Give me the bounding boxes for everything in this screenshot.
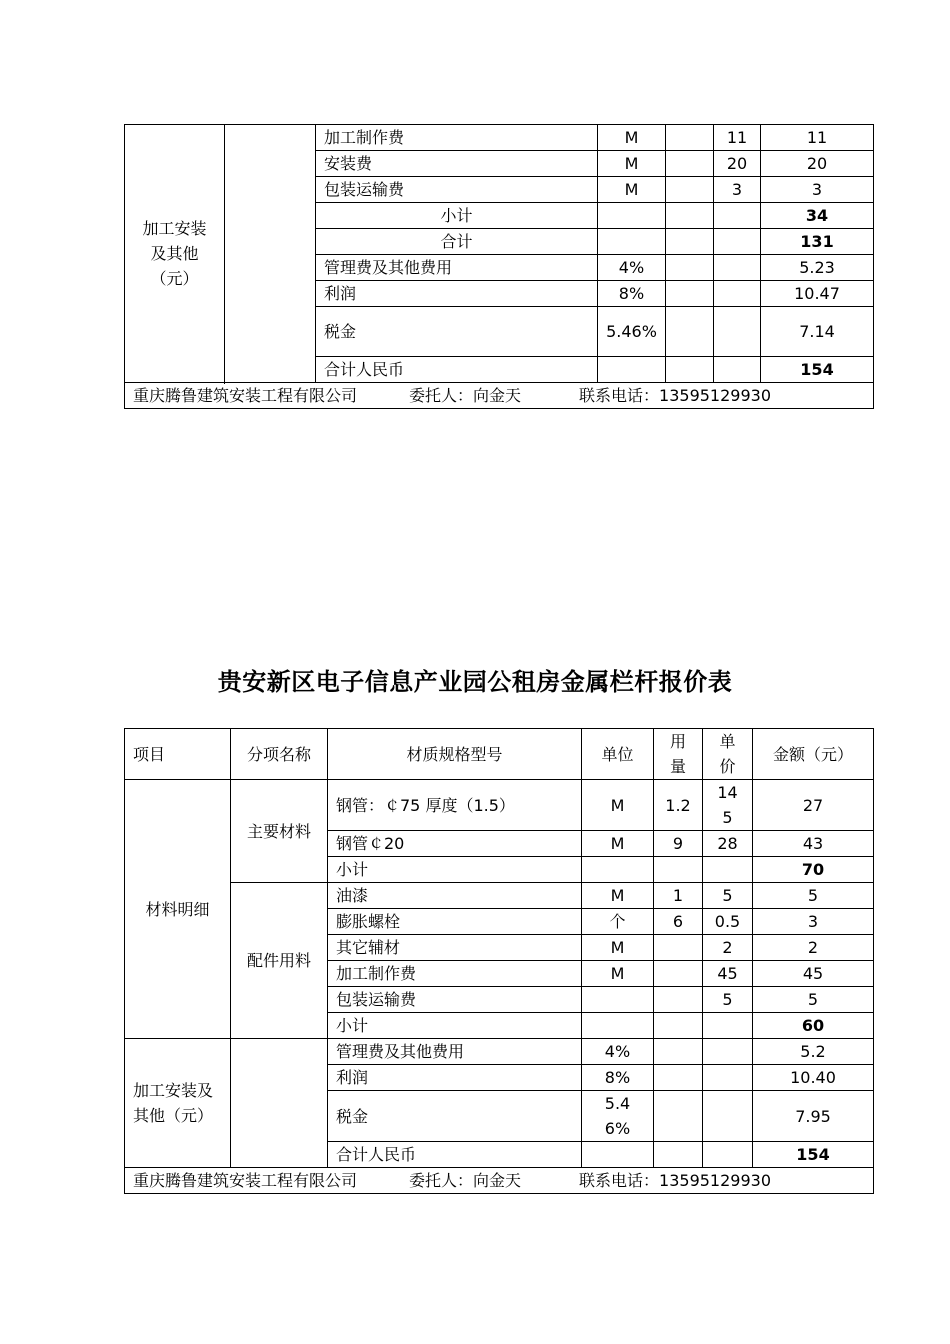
item-qty	[654, 935, 703, 961]
section-label: 加工安装及其他（元）	[125, 125, 225, 383]
subtotal-label: 小计	[316, 203, 598, 229]
item-price: 5	[703, 883, 753, 909]
item-unit: M	[582, 935, 654, 961]
group-label-processing: 加工安装及其他（元）	[125, 1039, 231, 1168]
item-unit	[582, 987, 654, 1013]
item-unit	[582, 1013, 654, 1039]
item-price	[714, 229, 761, 255]
item-price	[714, 357, 761, 383]
item-price	[703, 1013, 753, 1039]
item-price	[703, 1142, 753, 1168]
subtotal-label: 小计	[328, 1013, 582, 1039]
item-amount: 11	[761, 125, 874, 151]
item-qty	[666, 281, 714, 307]
item-unit	[598, 357, 666, 383]
grand-total-label: 合计人民币	[316, 357, 598, 383]
item-qty	[654, 961, 703, 987]
item-qty	[654, 1013, 703, 1039]
item-name: 包装运输费	[328, 987, 582, 1013]
item-amount: 3	[753, 909, 874, 935]
phone-number: 联系电话：13595129930	[579, 1171, 772, 1190]
item-unit: M	[582, 961, 654, 987]
header-price: 单价	[703, 729, 753, 780]
empty-sub-cell	[231, 1039, 328, 1168]
header-sub: 分项名称	[231, 729, 328, 780]
item-unit	[598, 203, 666, 229]
item-name: 膨胀螺栓	[328, 909, 582, 935]
grand-total-amount: 154	[753, 1142, 874, 1168]
agent-name: 委托人：向金天	[409, 386, 522, 405]
item-unit	[582, 1142, 654, 1168]
item-amount: 43	[753, 831, 874, 857]
item-price	[714, 203, 761, 229]
item-qty	[666, 151, 714, 177]
item-name: 钢管：￠75 厚度（1.5）	[328, 780, 582, 831]
item-qty	[666, 255, 714, 281]
total-amount: 131	[761, 229, 874, 255]
item-unit	[582, 857, 654, 883]
table-row	[125, 125, 874, 151]
subtotal-amount: 34	[761, 203, 874, 229]
header-row	[125, 729, 874, 780]
subtotal-amount: 60	[753, 1013, 874, 1039]
table-row	[125, 1039, 874, 1065]
item-name: 利润	[328, 1065, 582, 1091]
item-qty	[654, 857, 703, 883]
item-price	[703, 1091, 753, 1142]
footer-cell	[125, 1168, 874, 1194]
item-rate: 4%	[582, 1039, 654, 1065]
item-qty	[654, 1091, 703, 1142]
item-qty	[666, 229, 714, 255]
item-qty	[654, 1142, 703, 1168]
item-name: 加工制作费	[328, 961, 582, 987]
item-rate: 4%	[598, 255, 666, 281]
item-qty: 6	[654, 909, 703, 935]
item-price	[714, 255, 761, 281]
item-price: 0.5	[703, 909, 753, 935]
item-name: 管理费及其他费用	[328, 1039, 582, 1065]
item-price: 2	[703, 935, 753, 961]
company-name: 重庆腾鲁建筑安装工程有限公司	[133, 1171, 358, 1190]
quote-table	[124, 728, 874, 1194]
item-rate: 5.46%	[598, 307, 666, 357]
item-price: 45	[703, 961, 753, 987]
item-price	[714, 281, 761, 307]
item-price: 11	[714, 125, 761, 151]
item-qty	[666, 307, 714, 357]
item-amount: 3	[761, 177, 874, 203]
subtotal-amount: 70	[753, 857, 874, 883]
item-qty	[666, 357, 714, 383]
header-item: 项目	[125, 729, 231, 780]
item-price	[703, 857, 753, 883]
item-amount: 10.47	[761, 281, 874, 307]
total-label: 合计	[316, 229, 598, 255]
item-amount: 7.95	[753, 1091, 874, 1142]
header-spec: 材质规格型号	[328, 729, 582, 780]
footer-cell	[125, 383, 874, 409]
footer-row	[125, 383, 874, 409]
item-amount: 5	[753, 987, 874, 1013]
item-amount: 2	[753, 935, 874, 961]
table-row	[125, 780, 874, 831]
item-price: 20	[714, 151, 761, 177]
item-amount: 5.23	[761, 255, 874, 281]
item-name: 利润	[316, 281, 598, 307]
item-unit: M	[582, 883, 654, 909]
item-name: 税金	[316, 307, 598, 357]
item-amount: 5.2	[753, 1039, 874, 1065]
quote-table-continued	[124, 124, 874, 409]
header-amount: 金额（元）	[753, 729, 874, 780]
item-price: 3	[714, 177, 761, 203]
item-name: 包装运输费	[316, 177, 598, 203]
item-unit	[598, 229, 666, 255]
phone-number: 联系电话：13595129930	[579, 386, 772, 405]
item-price: 145	[703, 780, 753, 831]
item-name: 加工制作费	[316, 125, 598, 151]
item-amount: 45	[753, 961, 874, 987]
item-qty: 9	[654, 831, 703, 857]
header-unit: 单位	[582, 729, 654, 780]
item-unit: M	[582, 831, 654, 857]
item-rate: 8%	[582, 1065, 654, 1091]
item-qty: 1	[654, 883, 703, 909]
sub-label-parts: 配件用料	[231, 883, 328, 1039]
item-qty	[654, 1039, 703, 1065]
item-name: 安装费	[316, 151, 598, 177]
item-price: 28	[703, 831, 753, 857]
item-amount: 5	[753, 883, 874, 909]
group-label-materials: 材料明细	[125, 780, 231, 1039]
item-name: 钢管￠20	[328, 831, 582, 857]
agent-name: 委托人：向金天	[409, 1171, 522, 1190]
item-unit: 个	[582, 909, 654, 935]
item-price	[703, 1065, 753, 1091]
header-qty: 用量	[654, 729, 703, 780]
page-title: 贵安新区电子信息产业园公租房金属栏杆报价表	[217, 668, 733, 696]
item-qty	[654, 1065, 703, 1091]
item-unit: M	[598, 151, 666, 177]
item-qty	[666, 203, 714, 229]
item-unit: M	[598, 177, 666, 203]
footer-row	[125, 1168, 874, 1194]
item-unit: M	[582, 780, 654, 831]
item-name: 税金	[328, 1091, 582, 1142]
item-name: 油漆	[328, 883, 582, 909]
grand-total-amount: 154	[761, 357, 874, 383]
sub-label-main: 主要材料	[231, 780, 328, 883]
item-rate: 5.46%	[582, 1091, 654, 1142]
grand-total-label: 合计人民币	[328, 1142, 582, 1168]
item-price	[703, 1039, 753, 1065]
item-qty	[666, 177, 714, 203]
item-price: 5	[703, 987, 753, 1013]
item-rate: 8%	[598, 281, 666, 307]
item-amount: 10.40	[753, 1065, 874, 1091]
item-name: 管理费及其他费用	[316, 255, 598, 281]
company-name: 重庆腾鲁建筑安装工程有限公司	[133, 386, 358, 405]
item-amount: 7.14	[761, 307, 874, 357]
item-amount: 20	[761, 151, 874, 177]
item-amount: 27	[753, 780, 874, 831]
item-price	[714, 307, 761, 357]
item-name: 其它辅材	[328, 935, 582, 961]
subtotal-label: 小计	[328, 857, 582, 883]
empty-sub-cell	[225, 125, 316, 383]
item-qty	[666, 125, 714, 151]
item-unit: M	[598, 125, 666, 151]
table-row	[125, 883, 874, 909]
item-qty	[654, 987, 703, 1013]
item-qty: 1.2	[654, 780, 703, 831]
